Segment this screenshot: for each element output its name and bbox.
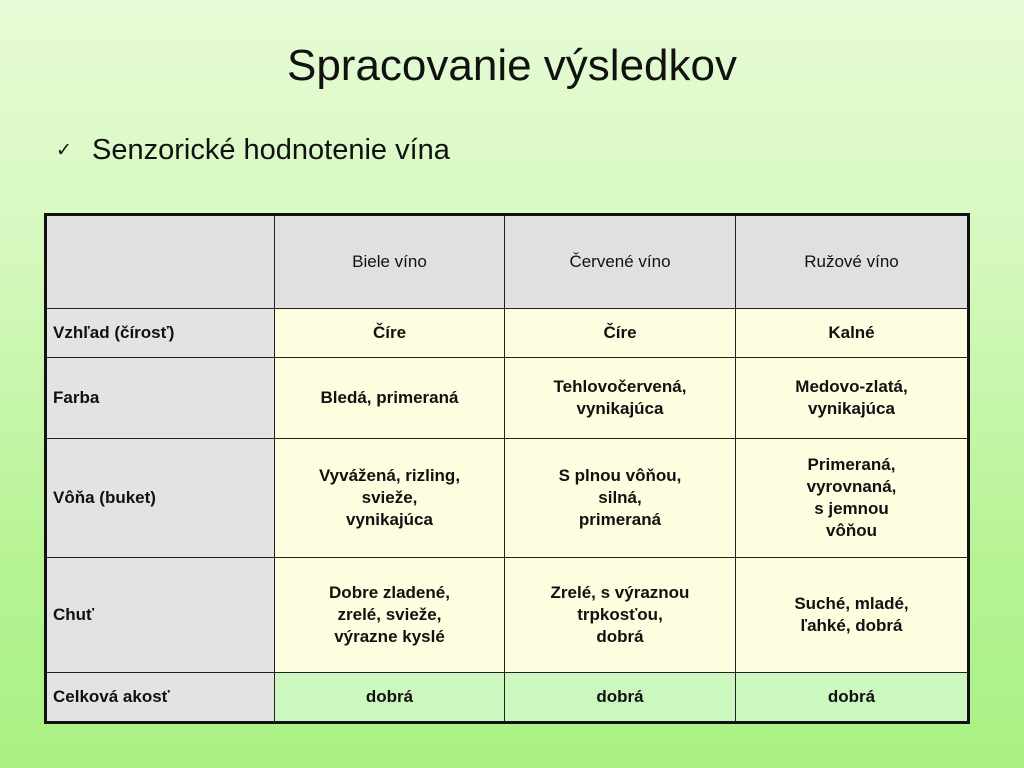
- table-cell: dobrá: [736, 673, 969, 723]
- table-cell: Dobre zladené, zrelé, svieže, výrazne kyslé: [275, 558, 505, 673]
- table-cell: Kalné: [736, 309, 969, 358]
- table-row: [46, 309, 969, 358]
- check-icon: ✓: [56, 140, 72, 161]
- table-header-row: [46, 215, 969, 309]
- column-header: Červené víno: [505, 215, 736, 309]
- table-row: [46, 673, 969, 723]
- table-row: [46, 358, 969, 439]
- table-cell: Číre: [505, 309, 736, 358]
- row-label: Farba: [46, 358, 275, 439]
- table-cell: Primeraná, vyrovnaná, s jemnou vôňou: [736, 439, 969, 558]
- wine-evaluation-table: [44, 213, 970, 724]
- table-cell: Suché, mladé, ľahké, dobrá: [736, 558, 969, 673]
- table-cell: dobrá: [505, 673, 736, 723]
- row-label: Chuť: [46, 558, 275, 673]
- row-label: Vôňa (buket): [46, 439, 275, 558]
- column-header: Biele víno: [275, 215, 505, 309]
- row-label: Vzhľad (čírosť): [46, 309, 275, 358]
- bullet-item: [56, 134, 450, 167]
- table-row: [46, 439, 969, 558]
- table-cell: Číre: [275, 309, 505, 358]
- table-row: [46, 558, 969, 673]
- table-cell: S plnou vôňou, silná, primeraná: [505, 439, 736, 558]
- header-corner-cell: [46, 215, 275, 309]
- table-cell: Zrelé, s výraznou trpkosťou, dobrá: [505, 558, 736, 673]
- table-cell: dobrá: [275, 673, 505, 723]
- page-title: Spracovanie výsledkov: [286, 41, 737, 90]
- table-cell: Tehlovočervená, vynikajúca: [505, 358, 736, 439]
- table-cell: Medovo-zlatá, vynikajúca: [736, 358, 969, 439]
- column-header: Ružové víno: [736, 215, 969, 309]
- table-cell: Bledá, primeraná: [275, 358, 505, 439]
- bullet-text: Senzorické hodnotenie vína: [92, 134, 450, 166]
- row-label: Celková akosť: [46, 673, 275, 723]
- table-cell: Vyvážená, rizling, svieže, vynikajúca: [275, 439, 505, 558]
